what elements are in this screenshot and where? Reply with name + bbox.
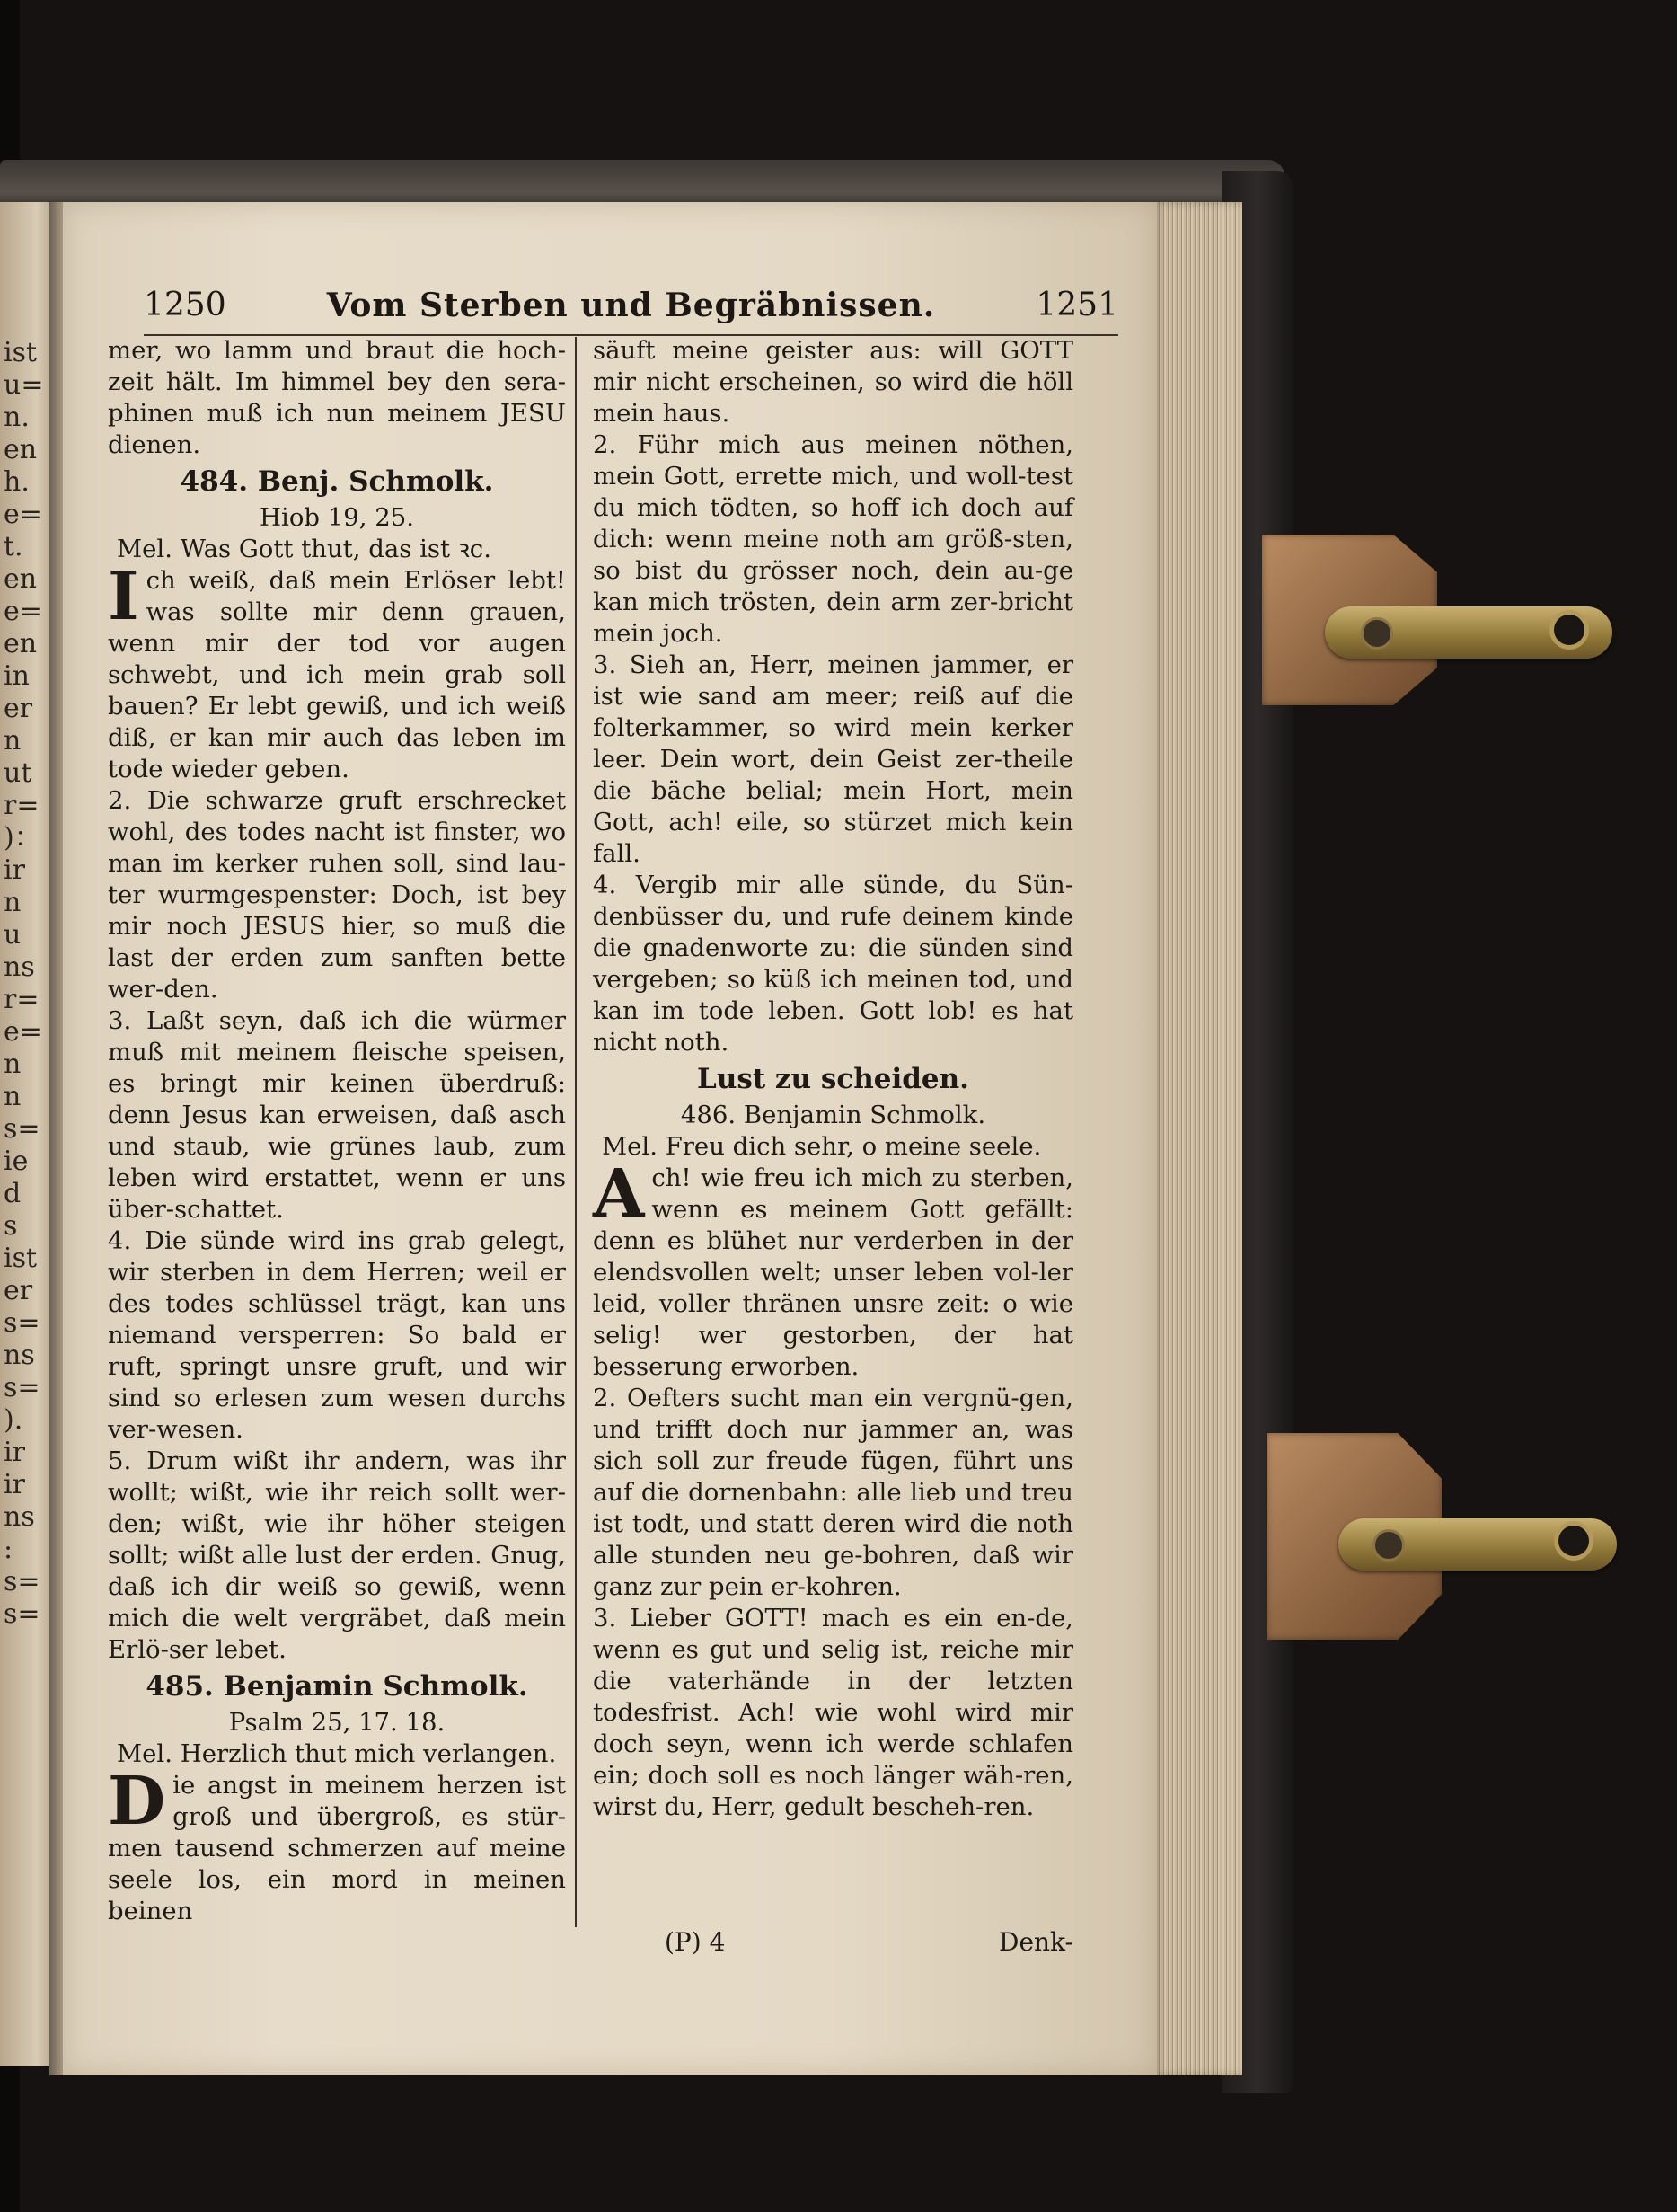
- hymn-reference-485: Psalm 25, 17. 18.: [228, 1708, 446, 1737]
- left-page-fragment-text: ut: [4, 757, 32, 789]
- left-page-fragment-text: t.: [4, 531, 23, 562]
- lower-clasp[interactable]: [1267, 1433, 1626, 1649]
- clasp-ring-icon: [1549, 610, 1589, 650]
- hymn-485-verse-3: 3. Sieh an, Herr, meinen jammer, er ist wie sand am meer; reiß auf die folterkammer, so wird mein kerker leer. Dein wort, dein Geist zer-theile die bäche belial; mein Hort, mein Gott, ach! eile, so stürzet mich kein fall.: [593, 650, 1073, 868]
- left-page-fragment-text: en: [4, 434, 38, 465]
- upper-clasp[interactable]: [1262, 535, 1621, 741]
- hymn-484-verse-3: 3. Laßt seyn, daß ich die würmer muß mit meinem fleische speisen, es bringt mir keinen überdruß: denn Jesus kan erweisen, daß asch und staub, wie grünes laub, zum leben wird erstattet, wenn er uns über-schattet.: [108, 1006, 566, 1224]
- left-page-fragment-text: ns: [4, 951, 35, 983]
- hymn-485-verse-4: 4. Vergib mir alle sünde, du Sün-denbüsser du, und rufe deinem kinde die gnadenworte zu: die sünden sind vergeben; so küß ich meinen tod, und kan im tode leben. Gott lob! es hat nicht noth.: [593, 871, 1073, 1057]
- drop-cap: D: [108, 1763, 166, 1840]
- hymn-486-verse-3: 3. Lieber GOTT! mach es ein en-de, wenn es gut und selig ist, reiche mir die vaterhände in der letzten todesfrist. Ach! wie wohl wird mir doch seyn, wenn ich werde schlafen ein; doch soll es noch länger wäh-ren, wirst du, Herr, gedult bescheh-ren.: [593, 1604, 1073, 1821]
- melody-line-484: Mel. Was Gott thut, das ist ꝛc.: [117, 535, 491, 563]
- hymn-486-verse-1: Ach! wie freu ich mich zu sterben, wenn es meinem Gott gefällt: denn es blühet nur verderben in der elendsvollen welt; unser leben vol-ler leid, voller thränen unsre zeit: o wie selig! wer gestorben, der hat besserung erworben.: [593, 1155, 1073, 1381]
- left-page-fragment-text: s: [4, 1210, 18, 1242]
- hymn-485-continuation: säuft meine geister aus: will GOTT mir nicht erscheinen, so wird die höll mein haus.: [593, 336, 1073, 428]
- clasp-rivet-icon: [1361, 617, 1393, 650]
- hymn-485-verse-2: 2. Führ mich aus meinen nöthen, mein Gott, errette mich, und woll-test du mich tödten, so hoff ich doch auf dich: wenn meine noth am größ-sten, so bist du grösser noch, dein au-ge kan mich trösten, dein arm zer-bricht mein joch.: [593, 430, 1073, 648]
- left-page-fragment-text: ist: [4, 337, 38, 368]
- left-page-fragment-text: in: [4, 660, 30, 692]
- page-footer: [593, 1927, 1073, 1963]
- hymn-continuation: mer, wo lamm und braut die hoch-zeit hält. Im himmel bey den sera-phinen muß ich nun meinem JESU dienen.: [108, 336, 566, 459]
- hymn-reference-484: Hiob 19, 25.: [260, 503, 414, 532]
- left-page-fragment-text: ns: [4, 1501, 35, 1533]
- left-page-fragment-text: ).: [4, 1404, 23, 1436]
- page-number-right: 1251: [1036, 287, 1118, 323]
- left-page-fragment-text: e=: [4, 499, 42, 530]
- left-page-fragment-text: :: [4, 1534, 13, 1565]
- catchword: Denk-: [999, 1927, 1073, 1957]
- hymn-heading-484: 484. Benj. Schmolk.: [180, 465, 494, 498]
- column-divider: [575, 337, 577, 1927]
- left-page-fragment-text: s=: [4, 1113, 40, 1145]
- left-page-fragment-text: ir: [4, 854, 25, 886]
- page-edges: [1152, 202, 1242, 2075]
- left-page-fragment-text: ist: [4, 1243, 38, 1274]
- hymn-484-verse-2: 2. Die schwarze gruft erschrecket wohl, des todes nacht ist finster, wo man im kerker ruhen soll, sind lau-ter wurmgespenster: Doch, ist bey mir noch JESUS hier, so muß die last der erden zum sanften bette wer-den.: [108, 786, 566, 1004]
- drop-cap: A: [593, 1155, 645, 1233]
- melody-line-486: Mel. Freu dich sehr, o meine seele.: [602, 1132, 1042, 1161]
- left-page-fragment-text: er: [4, 1275, 33, 1306]
- page-header: [144, 279, 1118, 332]
- left-page-fragment-text: ir: [4, 1469, 25, 1500]
- section-heading: Lust zu scheiden.: [697, 1063, 969, 1095]
- hymn-485-verse-1: Die angst in meinem herzen ist groß und übergroß, es stür-men tausend schmerzen auf meine seele los, ein mord in meinen beinen: [108, 1763, 566, 1925]
- left-page-fragment-text: d: [4, 1178, 22, 1209]
- left-page-fragment-text: u=: [4, 369, 44, 401]
- left-page-fragment-text: n: [4, 1081, 22, 1112]
- left-page-fragment-text: e=: [4, 1016, 42, 1048]
- left-page-fragment-text: s=: [4, 1566, 40, 1597]
- clasp-rivet-icon: [1372, 1529, 1405, 1562]
- melody-line-485: Mel. Herzlich thut mich verlangen.: [117, 1739, 557, 1768]
- left-page-fragment-text: en: [4, 628, 38, 659]
- left-page-fragment-text: n: [4, 725, 22, 757]
- right-column: [593, 335, 1073, 1823]
- hymn-484-verse-1: Ich weiß, daß mein Erlöser lebt! was sollte mir denn grauen, wenn mir der tod vor augen schwebt, und ich mein grab soll bauen? Er lebt gewiß, und ich weiß diß, er kan mir auch das leben im tode wieder geben.: [108, 558, 566, 783]
- clasp-ring-icon: [1554, 1521, 1593, 1561]
- book-page: [63, 202, 1157, 2075]
- left-page-fragment-text: s=: [4, 1372, 40, 1403]
- left-page-fragment-text: en: [4, 563, 38, 595]
- hymn-heading-485: 485. Benjamin Schmolk.: [146, 1670, 528, 1703]
- left-page-fragment-text: s=: [4, 1307, 40, 1339]
- signature-mark: (P) 4: [665, 1927, 726, 1957]
- drop-cap: I: [108, 558, 139, 635]
- left-page-fragment-text: r=: [4, 790, 40, 821]
- left-page-fragment-text: n: [4, 1048, 22, 1080]
- hymn-484-verse-5: 5. Drum wißt ihr andern, was ihr wollt; wißt, wie ihr reich sollt wer-den; wißt, wie ihr höher steigen sollt; wißt alle lust der erden. Gnug, daß ich dir weiß so gewiß, wenn mich die welt vergräbet, daß mein Erlö-ser lebet.: [108, 1447, 566, 1664]
- hymn-486-verse-2: 2. Oefters sucht man ein vergnü-gen, und trifft doch nur jammer an, was sich soll zur freude fügen, führt uns auf die dornenbahn: alle lieb und treu ist todt, und statt deren wird die noth alle stunden neu ge-bohren, daß wir ganz zur pein er-kohren.: [593, 1384, 1073, 1601]
- left-column: [108, 335, 566, 1927]
- left-page-fragment-text: ir: [4, 1437, 25, 1468]
- running-title: Vom Sterben und Begräbnissen.: [326, 287, 936, 324]
- left-page-fragment-text: ns: [4, 1340, 35, 1371]
- left-page-fragment-text: ie: [4, 1146, 29, 1177]
- left-page-fragment-text: r=: [4, 984, 40, 1015]
- left-page-fragment-text: s=: [4, 1598, 40, 1630]
- page-number-left: 1250: [144, 287, 226, 323]
- left-page-fragment-text: er: [4, 693, 33, 724]
- left-page-fragment-text: )：: [4, 822, 41, 854]
- left-page-fragment-text: u: [4, 919, 22, 951]
- hymn-484-verse-4: 4. Die sünde wird ins grab gelegt, wir sterben in dem Herren; weil er des todes schlüssel trägt, kan uns niemand versperren: So bald er ruft, springt unsre gruft, und wir sind so erlesen zum wesen durchs ver-wesen.: [108, 1226, 566, 1444]
- left-page-fragment-text: n.: [4, 402, 30, 433]
- hymn-heading-486: 486. Benjamin Schmolk.: [680, 1101, 986, 1129]
- left-page-fragment-text: n: [4, 887, 22, 918]
- left-page-fragment-text: h.: [4, 466, 30, 498]
- left-page-fragment-text: e=: [4, 596, 42, 627]
